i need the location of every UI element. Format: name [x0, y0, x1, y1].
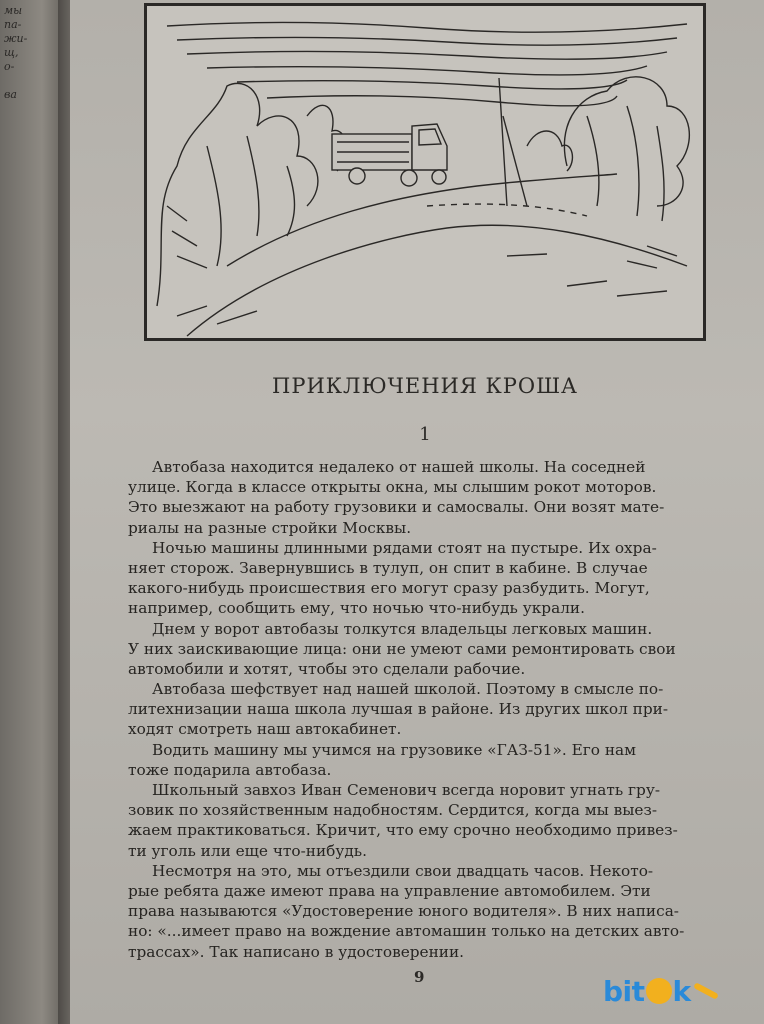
- text-line: зовик по хозяйственным надобностям. Сердится, когда мы выез-: [128, 801, 657, 820]
- text-line: какого-нибудь происшествия его могут сразу разбудить. Могут,: [128, 579, 650, 598]
- coin-icon: [646, 978, 672, 1004]
- text-line: Это выезжают на работу грузовики и самосвалы. Они возят мате-: [128, 498, 665, 517]
- text-line: Школьный завхоз Иван Семенович всегда норовит угнать гру-: [152, 781, 660, 799]
- chapter-number: 1: [419, 424, 431, 445]
- text-line: Днем у ворот автобазы толкутся владельцы легковых машин.: [152, 619, 653, 638]
- text-line: жаем практиковаться. Кричит, что ему срочно необходимо привез-: [128, 821, 678, 840]
- text-line: рые ребята даже имеют права на управление автомобилем. Эти: [128, 881, 651, 900]
- page-number: 9: [414, 968, 425, 986]
- text-line: Несмотря на это, мы отъездили свои двадцать часов. Некото-: [152, 861, 654, 880]
- watermark-suffix: k: [672, 974, 691, 1008]
- text-line: тоже подарила автобаза.: [128, 760, 332, 779]
- text-line: У них заискивающие лица: они не умеют сами ремонтировать свои: [128, 639, 676, 658]
- key-icon: [693, 982, 719, 1000]
- left-page-fragment: жи-: [4, 32, 28, 45]
- left-page-fragment: па-: [4, 18, 22, 31]
- text-line: ходят смотреть наш автокабинет.: [128, 720, 402, 739]
- text-line: но: «...имеет право на вождение автомашин только на детских авто-: [128, 922, 685, 941]
- text-line: например, сообщить ему, что ночью что-нибудь украли.: [128, 599, 585, 618]
- chapter-illustration: [144, 3, 706, 341]
- story-title: ПРИКЛЮЧЕНИЯ КРОША: [272, 374, 578, 398]
- text-line: права называются «Удостоверение юного водителя». В них написа-: [128, 902, 679, 921]
- left-page-fragment: о-: [4, 60, 15, 73]
- text-line: Автобаза шефствует над нашей школой. Поэтому в смысле по-: [152, 680, 664, 699]
- text-line: автомобили и хотят, чтобы это сделали рабочие.: [128, 659, 526, 678]
- text-line: Автобаза находится недалеко от нашей школы. На соседней: [152, 458, 646, 476]
- watermark-logo: [603, 972, 719, 1010]
- text-line: литехнизации наша школа лучшая в районе. Из других школ при-: [128, 700, 669, 719]
- text-line: трассах». Так написано в удостоверении.: [128, 942, 465, 961]
- text-line: Водить машину мы учимся на грузовике «ГАЗ-51». Его нам: [152, 740, 637, 759]
- watermark-prefix: bit: [603, 974, 645, 1008]
- text-line: улице. Когда в классе открыты окна, мы слышим рокот моторов.: [128, 478, 657, 497]
- left-page-fragment: ва: [4, 88, 17, 101]
- text-line: ти уголь или еще что-нибудь.: [128, 841, 367, 860]
- text-line: Ночью машины длинными рядами стоят на пустыре. Их охра-: [152, 538, 657, 557]
- body-text: [128, 457, 734, 962]
- text-line: риалы на разные стройки Москвы.: [128, 518, 412, 537]
- text-line: няет сторож. Завернувшись в тулуп, он спит в кабине. В случае: [128, 558, 648, 577]
- truck-road-landscape-illustration: [147, 6, 703, 338]
- left-page-fragment: щ,: [4, 46, 19, 59]
- left-page-fragment: мы: [4, 4, 23, 17]
